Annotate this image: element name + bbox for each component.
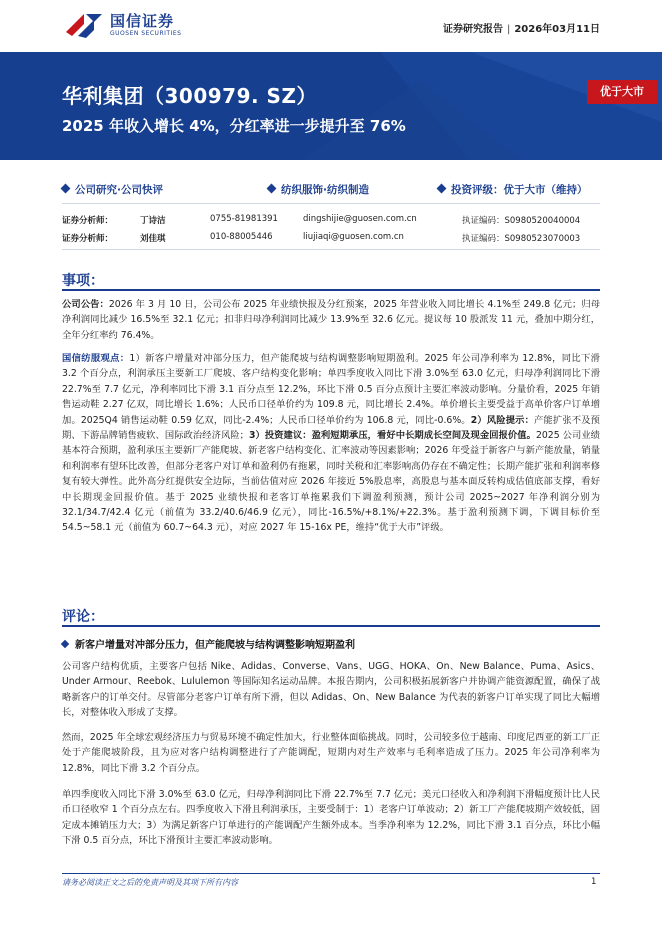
meta-category (62, 182, 163, 197)
invest-label: 3）投资建议：盈利短期承压，看好中长期成长空间及现金回报价值。 (248, 430, 536, 442)
report-date: 2026年03月11日 (514, 24, 600, 35)
rating-badge: 优于大市 (587, 80, 657, 104)
guosen-logo-icon (64, 10, 104, 40)
report-headline: 2025 年收入增长 4%，分红率进一步提升至 76% (62, 117, 406, 135)
report-info (443, 20, 600, 35)
analyst-license: 执证编码：S0980523070003 (462, 234, 581, 244)
logo-name-cn: 国信证券 (110, 11, 175, 30)
company-title: 华利集团（300979. SZ） (62, 84, 317, 108)
section-underline (62, 625, 600, 627)
comment-paragraph: 公司客户结构优质，主要客户包括 Nike、Adidas、Converse、Vans、UGG、HOKA、On、New Balance、Puma、Asics、Under Armour、Reebok、Lululemon 等国际知名运动品牌。本报告期内，公司积极拓展新客户并协调产能资源配置，确保了战略新客户的订单交付。尽管部分老客户订单有所下滑，但以 Adidas、On、New Balance 为代表的新客户订单实现了同比大幅增长，对整体收入形成了支撑。 (62, 661, 600, 719)
page-number: 1 (591, 877, 597, 887)
risk-label: 2）风险提示： (470, 414, 535, 426)
analyst-phone: 0755-81981391 (210, 214, 278, 224)
section-events-title: 事项： (62, 273, 104, 289)
divider (62, 203, 600, 204)
footer-divider (62, 873, 600, 874)
analyst-email[interactable]: dingshijie@guosen.com.cn (303, 214, 417, 224)
announcement-paragraph (62, 297, 600, 343)
announcement-label: 公司公告： (62, 299, 109, 310)
comment-paragraph: 单四季度收入同比下滑 3.0%至 63.0 亿元，归母净利润同比下滑 22.7%至 7.7 亿元；美元口径收入和净利润下滑幅度预计比人民币口径收窄 1 个百分点左右。四季度收入下滑且利润承压，主要受制于：1）老客户订单波动；2）新工厂产能爬坡期产效较低，固定成本摊销压力大；3）为满足新客户订单进行的产能调配产生额外成本。当季净利率为 12.2%，同比下滑 3.1 百分点，环比小幅下滑 0.5 百分点，环比下滑预计主要汇率波动影响。 (62, 789, 600, 847)
comment-subheading (62, 636, 355, 651)
analyst-role: 证券分析师： (62, 234, 114, 244)
meta-rating-text: 投资评级：优于大市（维持） (451, 184, 588, 196)
meta-industry (268, 182, 369, 197)
viewpoint-text-1: 1）新客户增量对冲部分压力，但产能爬坡与结构调整影响短期盈利。2025 年公司净利率为 12.8%，同比下滑 3.2 个百分点，利润承压主要新工厂爬坡、客户结构变化影响；单四季度收入同比下滑 3.0%至 63.0 亿元，归母净利润同比下滑 22.7%至 7.7 亿元，净利率同比下滑 3.1 百分点至 12.2%，环比下滑 0.5 百分点预计主要汇率波动影响。分量价看，2025 年销售运动鞋 2.27 亿双，同比增长 1.6%；人民币口径单价约为 109.8 元，同比增长 2.4%。单价增长主要受益于高单价客户订单增加。2025Q4 销售运动鞋 0.59 亿双，同比-2.4%；人民币口径单价约为 106.8 元，同比-0.6%。 (62, 353, 600, 426)
analyst-name: 丁诗洁 (140, 216, 166, 226)
analyst-phone: 010-88005446 (210, 232, 273, 242)
report-type: 证券研究报告 (442, 24, 503, 35)
footer-disclaimer: 请务必阅读正文之后的免责声明及其项下所有内容 (62, 878, 238, 887)
separator: | (506, 24, 511, 35)
analyst-license: 执证编码：S0980520040004 (462, 216, 581, 226)
diamond-icon (267, 184, 277, 194)
viewpoint-text-2: 2025 公司业绩基本符合预期，盈利承压主要新厂产能爬坡、新老客户结构变化、汇率波动等因素影响；2026 年受益于新客户与新产能放量，销量和利润率有望环比改善，但部分老客户对订单和盈利仍有拖累，同时关税和汇率影响高仍存在不确定性；长期产能扩张和利润率修复有较大弹性。此外高分红提供安全边际，当前估值对应 2026 年接近 5%股息率，高股息与基本面反转构成估值底部支撑，看好中长期现金回报价值。基于 2025 业绩快报和老客订单拖累我们下调盈利预测，预计公司 2025~2027 年净利润分别为 32.1/34.7/42.4 亿元（前值为 33.2/40.6/46.9 亿元），同比-16.5%/+8.1%/+22.3%。基于盈利预测下调，下调目标价至 54.5~58.1 元（前值为 60.7~64.3 元），对应 2027 年 15-16x PE，维持“优于大市”评级。 (62, 430, 600, 534)
divider (62, 249, 600, 250)
meta-industry-text: 纺织服饰·纺织制造 (281, 184, 369, 196)
analyst-role: 证券分析师： (62, 216, 114, 226)
risk-text: 产能扩张不及预期、下游品牌销售疲软、国际政治经济风险； (62, 414, 600, 442)
viewpoint-paragraph (62, 351, 600, 536)
page-header (0, 0, 662, 50)
viewpoint-label: 国信纺服观点： (62, 353, 130, 364)
comment-paragraph: 然而，2025 年全球宏观经济压力与贸易环境不确定性加大，行业整体面临挑战。同时，公司较多位于越南、印度尼西亚的新工厂正处于产能爬坡阶段，且为应对客户结构调整进行了产能调配，短期内对生产效率与毛利率造成了压力。2025 年公司净利率为 12.8%，同比下滑 3.2 个百分点。 (62, 732, 600, 774)
diamond-icon (61, 640, 69, 648)
logo-name-en: GUOSEN SECURITIES (110, 29, 182, 37)
diamond-icon (61, 184, 71, 194)
diamond-icon (437, 184, 447, 194)
meta-rating (438, 182, 588, 197)
meta-category-text: 公司研究·公司快评 (75, 184, 163, 196)
analyst-email[interactable]: liujiaqi@guosen.com.cn (303, 232, 404, 242)
section-comments-title: 评论： (62, 609, 104, 625)
guosen-logo (64, 10, 181, 40)
announcement-text: 2026 年 3 月 10 日，公司公布 2025 年业绩快报及分红预案，2025 年营业收入同比增长 4.1%至 249.8 亿元；归母净利润同比减少 16.5%至 32.1 亿元；扣非归母净利润同比减少 13.9%至 32.6 亿元。提议每 10 股派发 11 元，叠加中期分红，全年分红率约 76.4%。 (62, 299, 600, 341)
comment-subheading-text: 新客户增量对冲部分压力，但产能爬坡与结构调整影响短期盈利 (75, 640, 355, 651)
section-underline (62, 289, 600, 291)
analyst-name: 刘佳琪 (140, 234, 166, 244)
